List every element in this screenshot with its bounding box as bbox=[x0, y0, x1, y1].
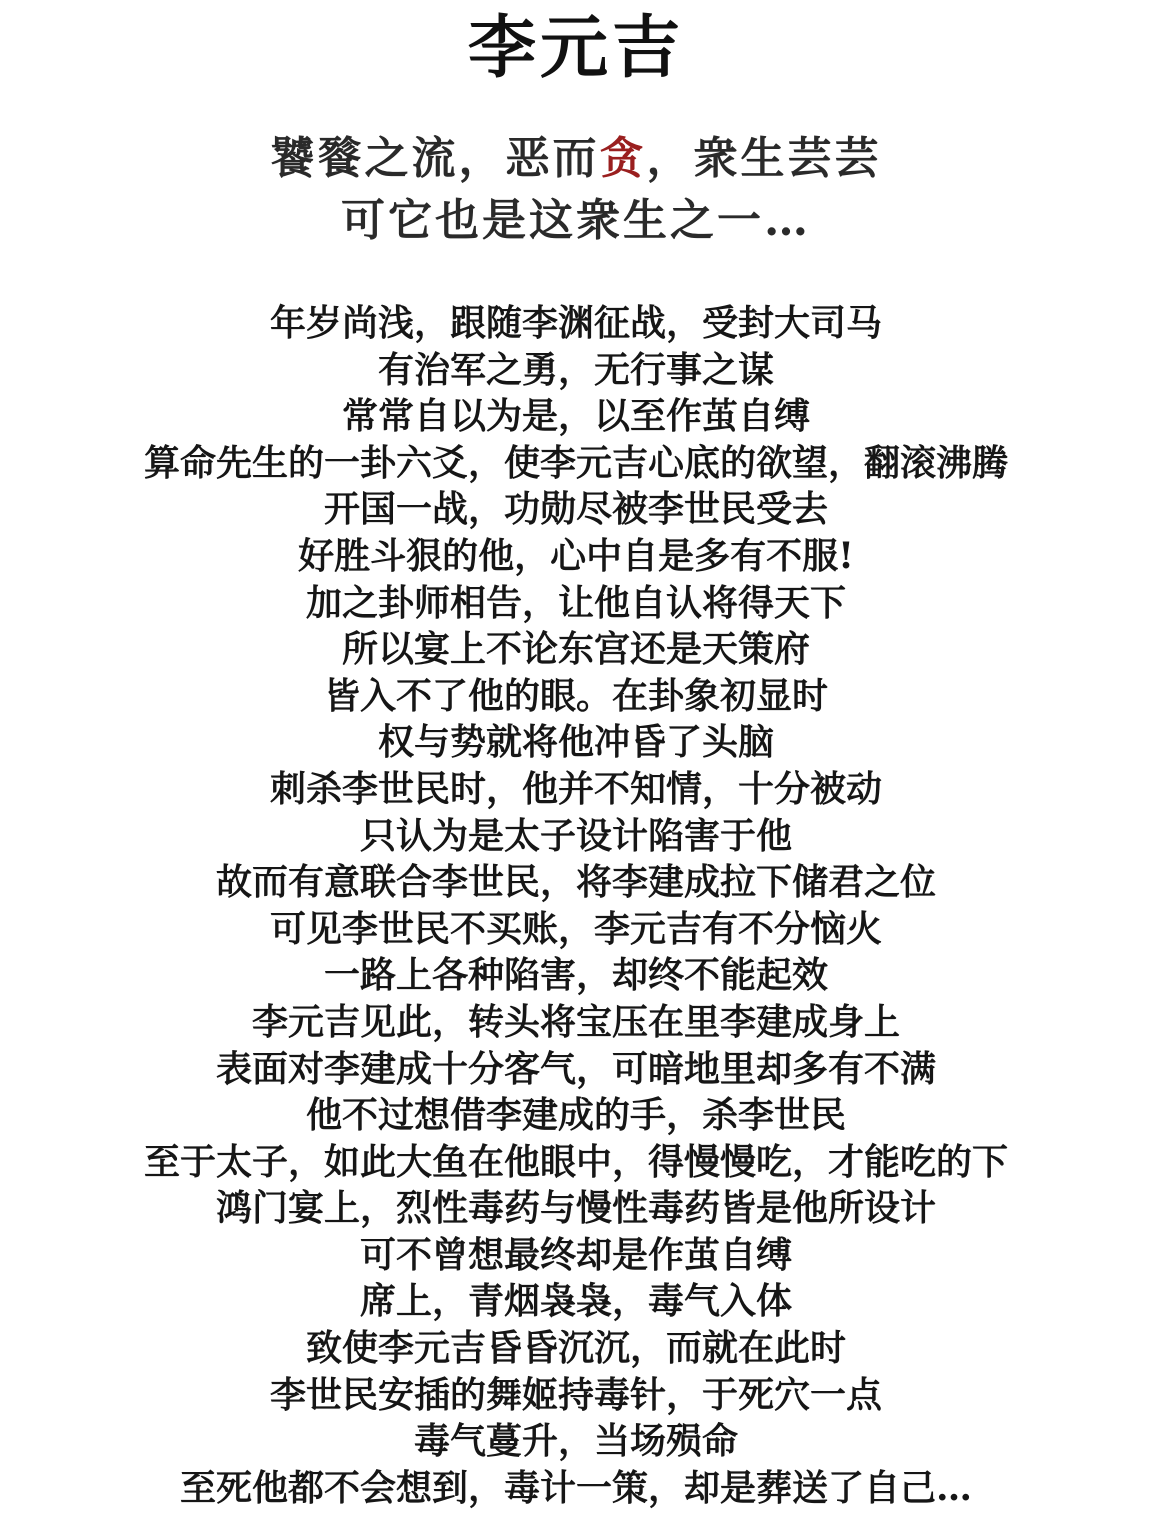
poem-line: 刺杀李世民时，他并不知情，十分被动 bbox=[269, 767, 882, 810]
poem-line: 李世民安插的舞姬持毒针，于死穴一点 bbox=[269, 1373, 882, 1416]
poem-body bbox=[0, 300, 1152, 1511]
poem-line: 他不过想借李建成的手，杀李世民 bbox=[305, 1094, 846, 1137]
poem-line: 李元吉见此，转头将宝压在里李建成身上 bbox=[251, 1000, 900, 1043]
poem-line: 皆入不了他的眼。在卦象初显时 bbox=[323, 674, 828, 717]
poem-line: 加之卦师相告，让他自认将得天下 bbox=[305, 581, 846, 624]
intro-accent-character: 贪 bbox=[599, 133, 647, 184]
poem-line: 鸿门宴上，烈性毒药与慢性毒药皆是他所设计 bbox=[215, 1187, 936, 1230]
poem-line: 可不曾想最终却是作茧自缚 bbox=[359, 1233, 792, 1276]
poem-line: 表面对李建成十分客气，可暗地里却多有不满 bbox=[215, 1047, 936, 1090]
poem-line: 算命先生的一卦六爻，使李元吉心底的欲望，翻滚沸腾 bbox=[143, 441, 1008, 484]
intro-line-1 bbox=[0, 128, 1152, 190]
intro-line-1-end: ，衆生芸芸 bbox=[646, 133, 882, 184]
poem-line: 权与势就将他冲昏了头脑 bbox=[377, 721, 774, 764]
poem-line: 一路上各种陷害，却终不能起效 bbox=[323, 954, 828, 997]
poem-line: 年岁尚浅，跟随李渊征战，受封大司马 bbox=[269, 302, 882, 344]
poem-line: 致使李元吉昏昏沉沉，而就在此时 bbox=[305, 1327, 846, 1370]
poem-line: 只认为是太子设计陷害于他 bbox=[359, 814, 792, 857]
poem-line: 可见李世民不买账，李元吉有不分恼火 bbox=[269, 907, 882, 950]
poem-line: 毒气蔓升，当场殒命 bbox=[413, 1420, 738, 1463]
poem-line: 至死他都不会想到，毒计一策，却是葬送了自己… bbox=[179, 1466, 972, 1509]
intro-line-2: 可它也是这衆生之一… bbox=[341, 195, 811, 246]
intro-block bbox=[0, 128, 1152, 252]
poem-line: 好胜斗狠的他，心中自是多有不服! bbox=[298, 534, 854, 577]
poem-line: 至于太子，如此大鱼在他眼中，得慢慢吃，才能吃的下 bbox=[143, 1140, 1008, 1183]
intro-line-1-start: 饕餮之流，恶而 bbox=[270, 133, 600, 184]
poem-line: 开国一战，功勋尽被李世民受去 bbox=[323, 488, 828, 531]
poem-line: 所以宴上不论东宫还是天策府 bbox=[341, 628, 810, 671]
poem-line: 席上，青烟袅袅，毒气入体 bbox=[359, 1280, 792, 1323]
page-title: 李元吉 bbox=[467, 8, 684, 88]
poem-line: 有治军之勇，无行事之谋 bbox=[377, 348, 774, 391]
poem-line: 故而有意联合李世民，将李建成拉下储君之位 bbox=[215, 861, 936, 904]
poem-line: 常常自以为是，以至作茧自缚 bbox=[341, 395, 810, 438]
